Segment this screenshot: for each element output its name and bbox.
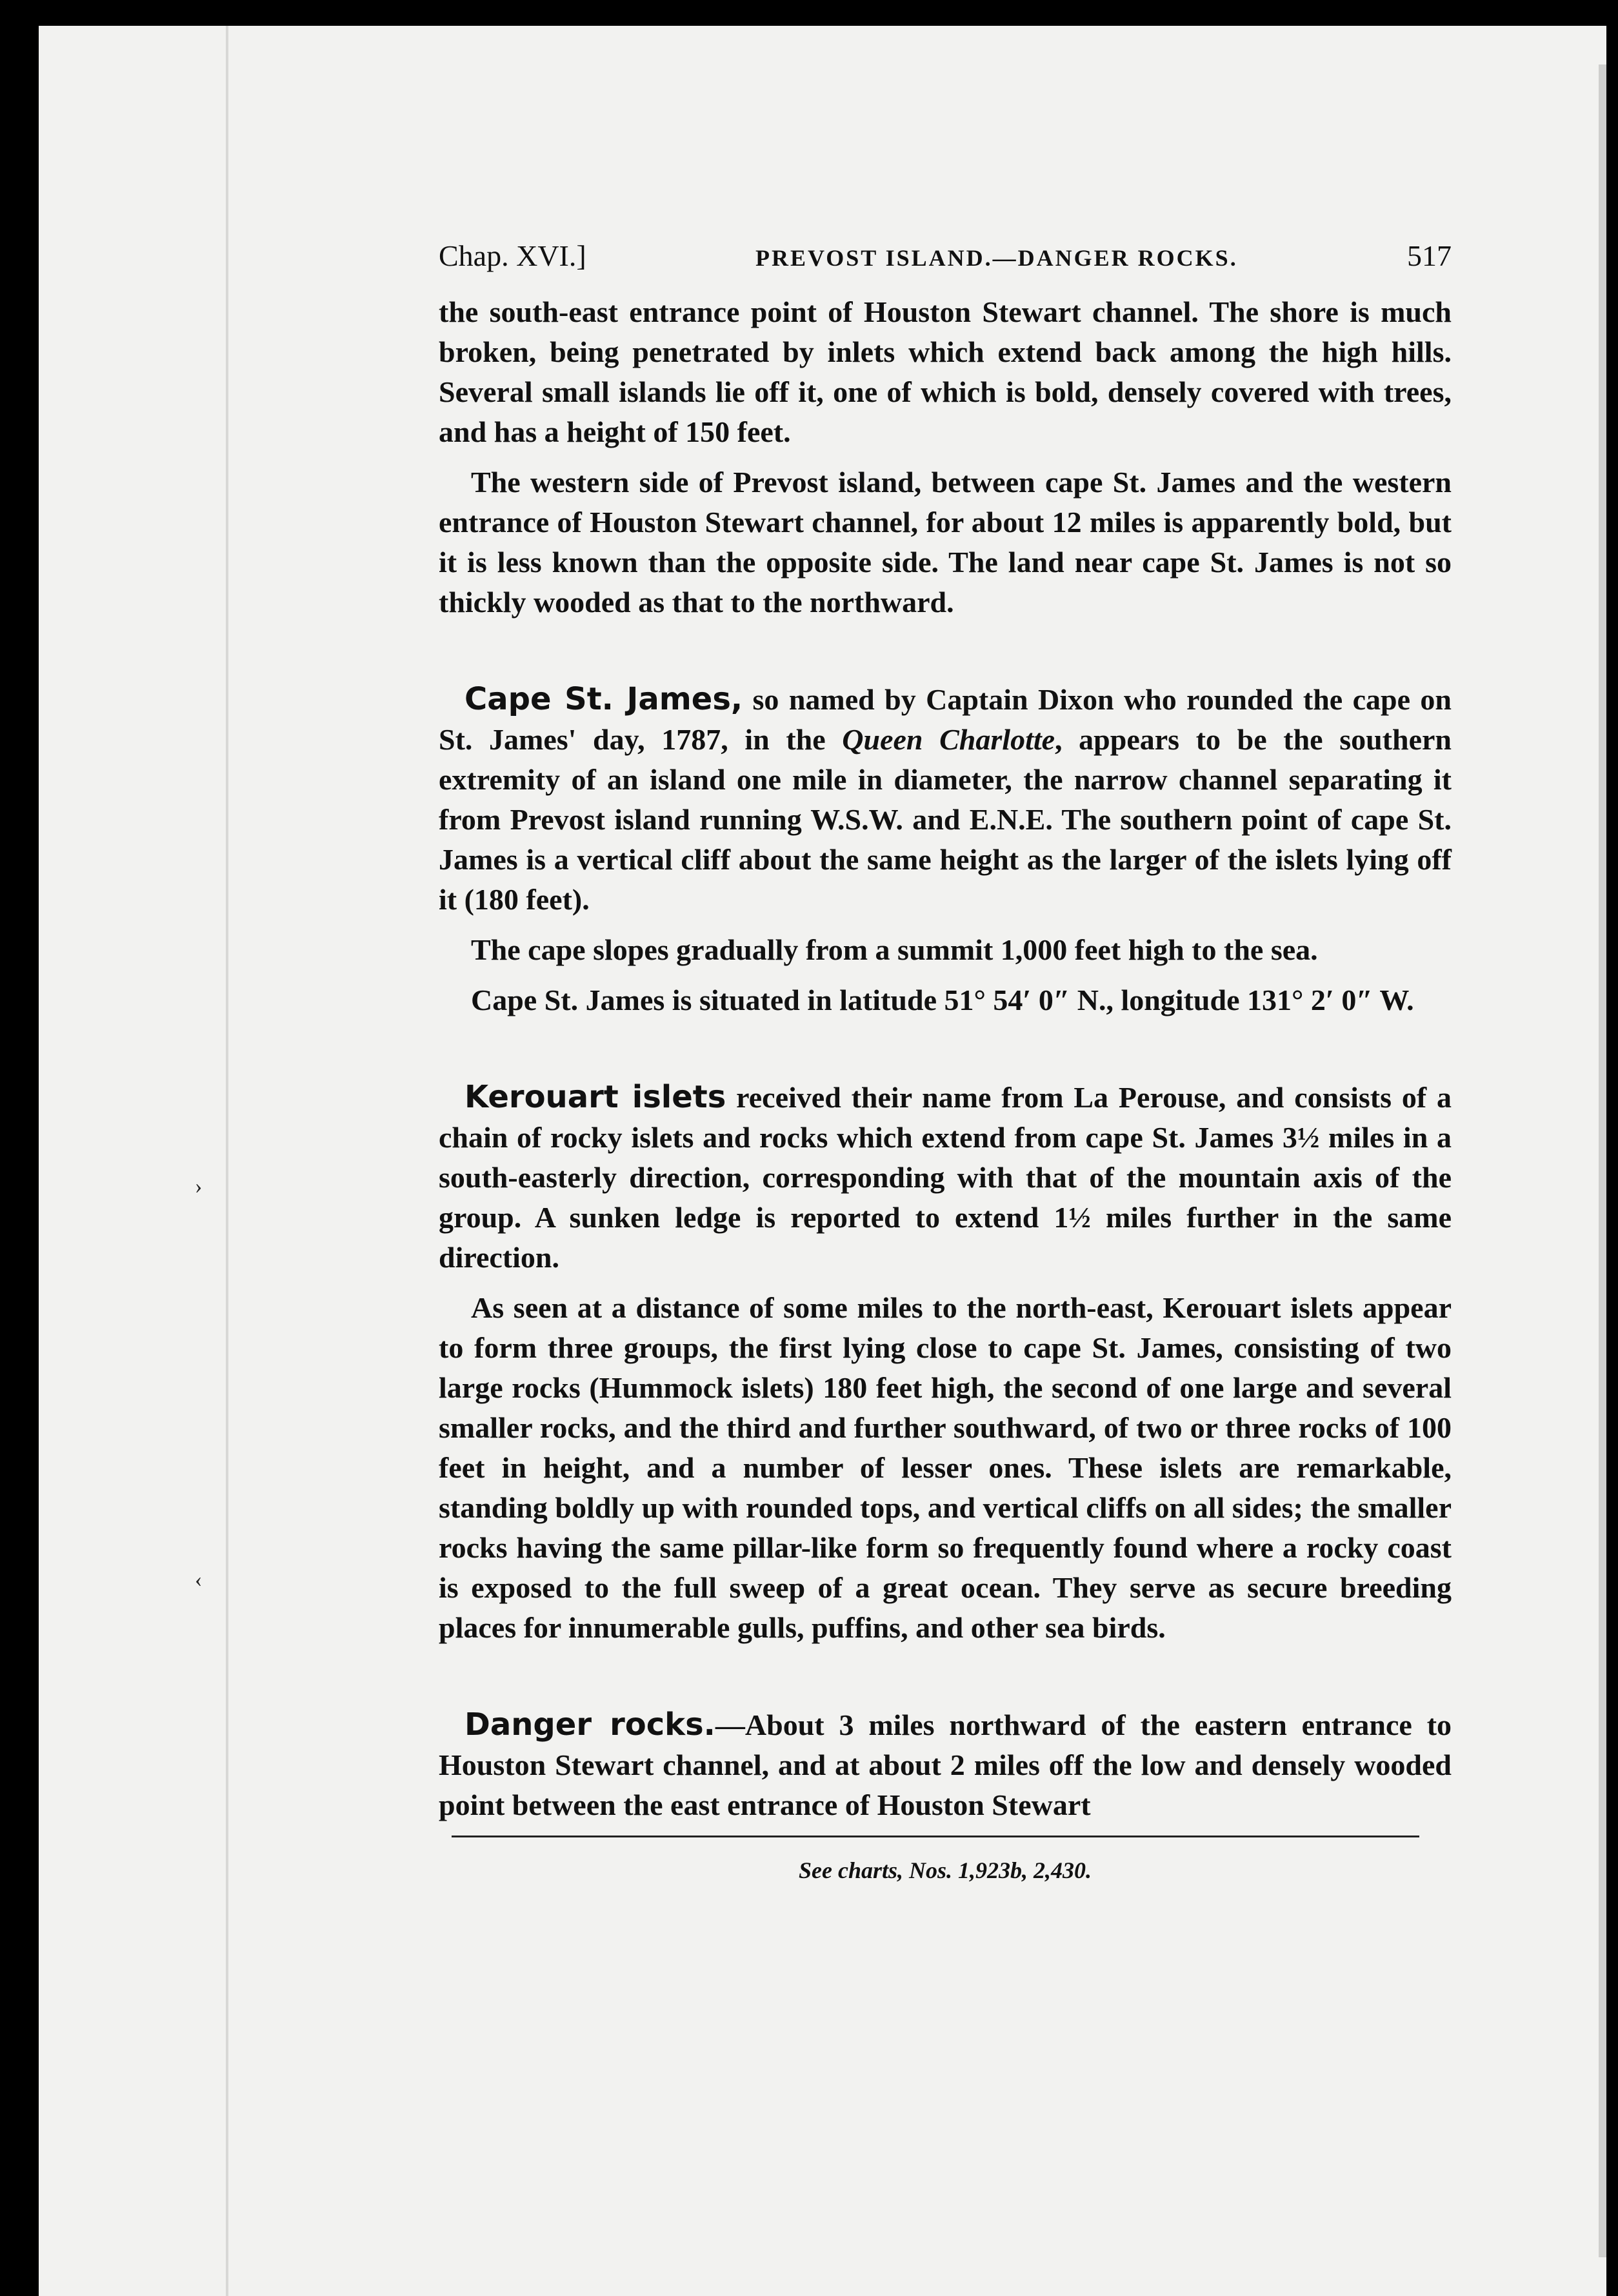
page-content (439, 239, 1452, 1884)
paragraph-7: As seen at a distance of some miles to the north-east, Kerouart islets appear to form three groups, the first lying close to cape St. James, consisting of two large rocks (Hummock islets) 180 feet high, the second of one large and several smaller rocks, and the third and further southward, of two or three rocks of 100 feet in height, and a number of lesser ones. These islets are remarkable, standing boldly up with rounded tops, and vertical cliffs on all sides; the smaller rocks having the same pillar-like form so frequently found where a rocky coast is exposed to the full sweep of a great ocean. They serve as secure breeding places for innumerable gulls, puffins, and other sea birds. (439, 1291, 1452, 1644)
ship-name: Queen Charlotte (842, 723, 1055, 756)
paragraph-cape-st-james: Cape St. James, so named by Captain Dixon who rounded the cape on St. James' day, 1787, in the Queen Charlotte, appears to be the southern extremity of an island one mile in diameter, the narrow channel separating it from Prevost island running W.S.W. and E.N.E. The southern point of cape St. James is a vertical cliff about the same height as the larger of the islets lying off it (180 feet). (439, 681, 1452, 916)
page-edge (1599, 64, 1606, 2257)
chart-reference: See charts, Nos. 1,923b, 2,430. (798, 1857, 1092, 1883)
paragraph-kerouart: Kerouart islets received their name from La Perouse, and consists of a chain of rocky islets and rocks which extend from cape St. James 3½ miles in a south-easterly direction, corresponding with that of the mountain axis of the group. A sunken ledge is reported to extend 1½ miles further in the same direction. (439, 1079, 1452, 1274)
paragraph-2: The western side of Prevost island, between cape St. James and the western entrance of Houston Stewart channel, for about 12 miles is apparently bold, but it is less known than the opposite side. The land near cape St. James is not so thickly wooded as that to the northward. (439, 466, 1452, 619)
paragraph-danger-rocks: Danger rocks.—About 3 miles northward of the eastern entrance to Houston Stewart channel, and at about 2 miles off the low and densely wooded point between the east entrance of Houston Stewart (439, 1707, 1452, 1821)
footer-rule (452, 1836, 1419, 1837)
paragraph-1: the south-east entrance point of Houston Stewart channel. The shore is much broken, being penetrated by inlets which extend back among the high hills. Several small islands lie off it, one of which is bold, densely covered with trees, and has a height of 150 feet. (439, 295, 1452, 448)
paragraph-4: The cape slopes gradually from a summit 1,000 feet high to the sea. (471, 933, 1318, 966)
book-page (39, 26, 1606, 2296)
paragraph-5: Cape St. James is situated in latitude 51° 54′ 0″ N., longitude 131° 2′ 0″ W. (471, 984, 1414, 1016)
section-heading: Cape St. James, (464, 681, 743, 717)
running-title: PREVOST ISLAND.—DANGER ROCKS. (755, 245, 1238, 271)
page-fold (226, 26, 228, 2296)
margin-mark: ‹ (195, 1568, 203, 1592)
running-header (439, 239, 1452, 273)
chapter-label: Chap. XVI.] (439, 239, 586, 272)
margin-mark: › (195, 1174, 203, 1198)
section-heading: Kerouart islets (464, 1079, 726, 1115)
page-number: 517 (1406, 239, 1452, 272)
section-heading: Danger rocks. (464, 1707, 715, 1743)
